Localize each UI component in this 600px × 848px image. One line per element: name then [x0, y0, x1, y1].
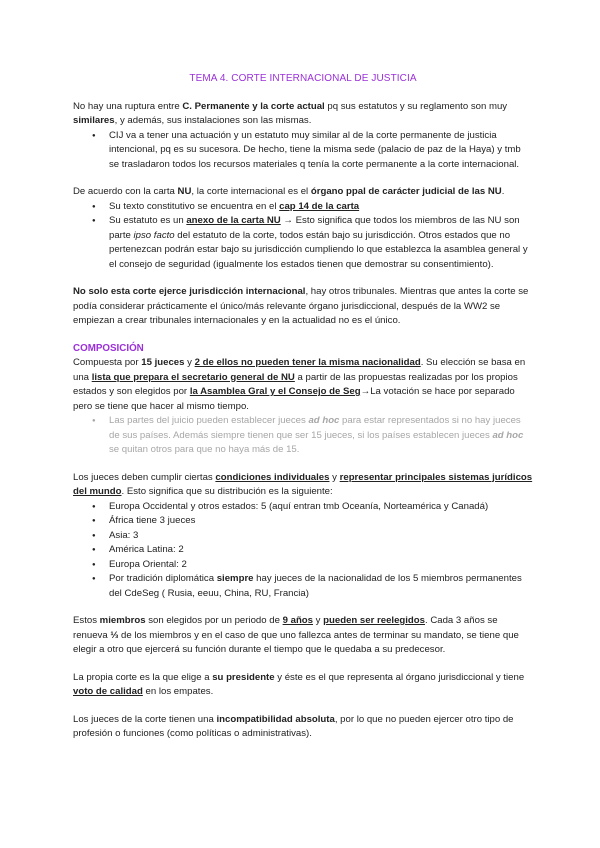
text-run: Estos [73, 615, 100, 626]
text-run: . [501, 186, 505, 197]
list-item: ● Asia: 3 [109, 529, 533, 544]
text-run: . Esto significa que su distribución es la siguiente: [121, 486, 333, 497]
paragraph-ruptura [73, 100, 533, 129]
list-item: ● África tiene 3 jueces [109, 514, 533, 529]
list-item-muted [109, 414, 533, 458]
text-run: Los jueces deben cumplir ciertas [73, 471, 216, 483]
bold-italic-text: ad hoc [492, 429, 524, 441]
text-run: a partir de las propuestas realizadas por los propios estados y son elegidos por [73, 371, 518, 397]
text-run: y [329, 471, 340, 483]
text-run: del estatuto de la corte, todos están bajo su jurisdicción. Otros estados que no pertenezcan podrán estar bajo su jurisdicción cumpliendo lo que establezca la asamblea general y el consejo de seguridad (igualmente los estados tienen que demostrar su consentimiento). [109, 229, 528, 270]
bold-text: similares [73, 115, 115, 126]
bold-italic-text: ad hoc [308, 415, 340, 426]
underlined-bold-text: anexo de la carta NU [186, 215, 281, 226]
text-run: pq sus estatutos y su reglamento son muy [324, 100, 508, 112]
text-run: . Su elección se basa en una [73, 357, 526, 383]
text-run: , y además, sus instalaciones son las mismas. [114, 115, 312, 126]
bold-text: NU [177, 186, 192, 197]
text-run: Las partes del juicio pueden establecer jueces [109, 415, 309, 426]
italic-text: ipso facto [133, 229, 175, 241]
text-run: Por tradición diplomática [109, 573, 217, 584]
underlined-bold-text: pueden ser reelegidos [323, 615, 425, 626]
bold-text: su presidente [212, 671, 275, 683]
underlined-bold-text: la Asamblea Gral y el Consejo de Seg [189, 386, 361, 397]
bold-text: órgano ppal de carácter judicial de las NU [310, 186, 502, 197]
text-run: La propia corte es la que elige a [73, 671, 213, 683]
text-run: Compuesta por [73, 357, 142, 368]
text-run: hay jueces de la nacionalidad de los 5 miembros permanentes del CdeSeg ( Rusia, eeuu, China, RU, Francia) [109, 573, 522, 599]
bold-text: incompatibilidad absoluta [216, 713, 335, 725]
text-run: De acuerdo con la carta [73, 186, 178, 197]
text-run: , la corte internacional es el [191, 186, 311, 197]
bullet-list-ad-hoc [73, 414, 533, 458]
document-title: TEMA 4. CORTE INTERNACIONAL DE JUSTICIA [189, 73, 417, 84]
list-item: ● CIJ va a tener una actuación y un estatuto muy similar al de la corte permanente de justicia intencional, pq es su sucesora. De hecho, tiene la misma sede (palacio de paz de la Haya) y tmb se trasladaron todos los recursos materiales q tenía la corte permanente a la corte internacional. [109, 129, 533, 173]
text-run: de los miembros y en el caso de que uno fallezca antes de terminar su mandato, se tiene que elegir a otro que ejercerá su función durante el tiempo que le quedaba a su predecesor. [73, 629, 519, 655]
bold-text: C. Permanente y la corte actual [182, 100, 325, 112]
bold-text: miembros [99, 615, 146, 626]
underlined-bold-text: lista que prepara el secretario general de NU [91, 371, 295, 383]
list-item [109, 214, 533, 272]
underlined-bold-text: condiciones individuales [215, 471, 330, 483]
text-run: y [313, 615, 324, 626]
list-item: ● América Latina: 2 [109, 543, 533, 558]
text-run: en los empates. [142, 686, 214, 697]
underlined-bold-text: representar principales sistemas jurídicos del mundo [73, 471, 533, 497]
text-run: Los jueces de la corte tienen una [73, 713, 217, 725]
text-run: se quitan otros para que no haya más de 15. [109, 444, 300, 455]
text-run: →La votación se hace por separado pero se tiene que hacer al mismo tiempo. [73, 386, 515, 412]
list-item: ● Europa Occidental y otros estados: 5 (aquí entran tmb Oceanía, Norteamérica y Canadá) [109, 500, 533, 515]
paragraph-presidente [73, 671, 533, 700]
bold-text: 15 jueces [141, 357, 185, 368]
text-run: Su texto constitutivo se encuentra en el [109, 200, 280, 212]
bullet-list-distribucion [73, 500, 533, 602]
text-run: Su estatuto es un [109, 215, 187, 226]
text-run: → Esto significa que todos los miembros de las NU son parte [109, 215, 520, 241]
bold-text: No solo esta corte ejerce jurisdicción internacional [73, 286, 306, 297]
section-heading-composicion: COMPOSICIÓN [73, 342, 144, 354]
underlined-bold-text: cap 14 de la carta [279, 200, 360, 212]
list-item: ● Europa Oriental: 2 [109, 558, 533, 573]
text-run: para estar representados si no hay jueces de sus países. Además siempre tienen que ser 15 jueces, si los países establecen jueces [109, 415, 521, 441]
underlined-bold-text: voto de calidad [73, 686, 143, 697]
paragraph-incompatibilidad [73, 713, 533, 742]
bold-text: siempre [216, 573, 254, 584]
text-run: , hay otros tribunales. Mientras que antes la corte se podía considerar prácticamente el único/más relevante órgano jurisdiccional, después de la WW2 se empiezan a crear tribunales internacionales y en la actualidad no es el único. [73, 286, 529, 326]
bullet-list-carta [73, 200, 533, 273]
paragraph-mandato [73, 614, 533, 658]
text-run: y [184, 357, 195, 368]
list-item [109, 572, 533, 601]
paragraph-carta [73, 185, 533, 200]
text-run: son elegidos por un periodo de [145, 615, 283, 626]
paragraph-composicion [73, 356, 533, 414]
underlined-bold-text: 2 de ellos no pueden tener la misma nacionalidad [194, 357, 421, 368]
text-run: . Cada 3 años se renueva [73, 615, 498, 641]
text-run: , por lo que no pueden ejercer otro tipo de profesión o funciones (como políticas o administrativas). [73, 713, 514, 739]
paragraph-jurisdiccion [73, 285, 533, 329]
text-run: y éste es el que representa al órgano jurisdiccional y tiene [274, 671, 525, 683]
text-run: No hay una ruptura entre [73, 100, 183, 112]
bullet-list-cij [73, 129, 533, 173]
paragraph-condiciones [73, 471, 533, 500]
underlined-bold-text: 9 años [282, 615, 314, 626]
list-item [109, 200, 533, 215]
document-page [73, 72, 533, 742]
bold-text: ⅓ [110, 629, 119, 641]
